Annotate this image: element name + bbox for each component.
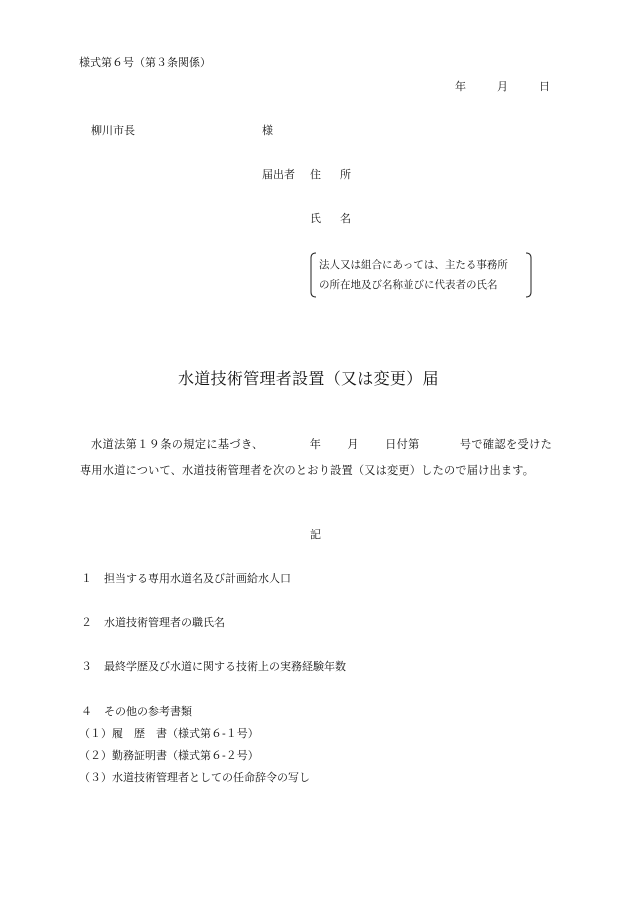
item-text: 最終学歴及び水道に関する技術上の実務経験年数 — [104, 660, 346, 673]
item-text: 担当する専用水道名及び計画給水人口 — [104, 572, 291, 585]
item-text: 水道技術管理者の職氏名 — [104, 616, 225, 629]
item-number: ２ — [81, 616, 92, 629]
subitem-number: （１） — [79, 727, 112, 740]
item-1 — [81, 572, 291, 586]
form-number: 様式第６号（第３条関係） — [79, 56, 211, 69]
corporation-note-bracket — [309, 252, 533, 298]
address-label: 住 所 — [310, 168, 355, 181]
document-title: 水道技術管理者設置（又は変更）届 — [178, 369, 439, 388]
item-4 — [81, 705, 192, 719]
name-label: 氏 名 — [310, 212, 355, 225]
date-year-label: 年 — [455, 80, 466, 93]
subitem-text: 水道技術管理者としての任命辞令の写し — [112, 771, 310, 784]
subitem-number: （２） — [79, 749, 112, 762]
body-year: 年 — [309, 438, 322, 451]
body-part1: 水道法第１９条の規定に基づき、 — [91, 438, 264, 451]
subitem-number: （３） — [79, 771, 112, 784]
item-number: ４ — [81, 705, 92, 718]
item-number: ３ — [81, 660, 92, 673]
item-3 — [81, 660, 346, 674]
notifier-label: 届出者 — [262, 168, 295, 181]
body-paragraph — [80, 432, 552, 484]
addressee-name: 柳川市長 — [91, 124, 135, 137]
note-line-1: 法人又は組合にあっては、主たる事務所 — [319, 259, 508, 271]
body-month: 月 — [347, 438, 359, 451]
item-number: １ — [81, 572, 92, 585]
subitem-text: 勤務証明書（様式第６-２号） — [112, 749, 259, 762]
body-day-no: 日付第 — [384, 438, 420, 451]
date-month-label: 月 — [497, 80, 508, 93]
addressee-honorific: 様 — [262, 124, 273, 137]
date-day-label: 日 — [539, 80, 550, 93]
ki-heading: 記 — [310, 528, 321, 541]
subitem-2 — [79, 749, 259, 763]
subitem-1 — [79, 727, 259, 741]
subitem-3 — [79, 771, 310, 785]
item-text: その他の参考書類 — [104, 705, 192, 718]
body-part2: 号で確認を受けた専用水道について、水道技術管理者を次のとおり設置（又は変更）したので届け出ます。 — [80, 438, 552, 477]
note-line-2: の所在地及び名称並びに代表者の氏名 — [319, 279, 498, 291]
item-2 — [81, 616, 225, 630]
subitem-text: 履 歴 書（様式第６-１号） — [112, 727, 259, 740]
